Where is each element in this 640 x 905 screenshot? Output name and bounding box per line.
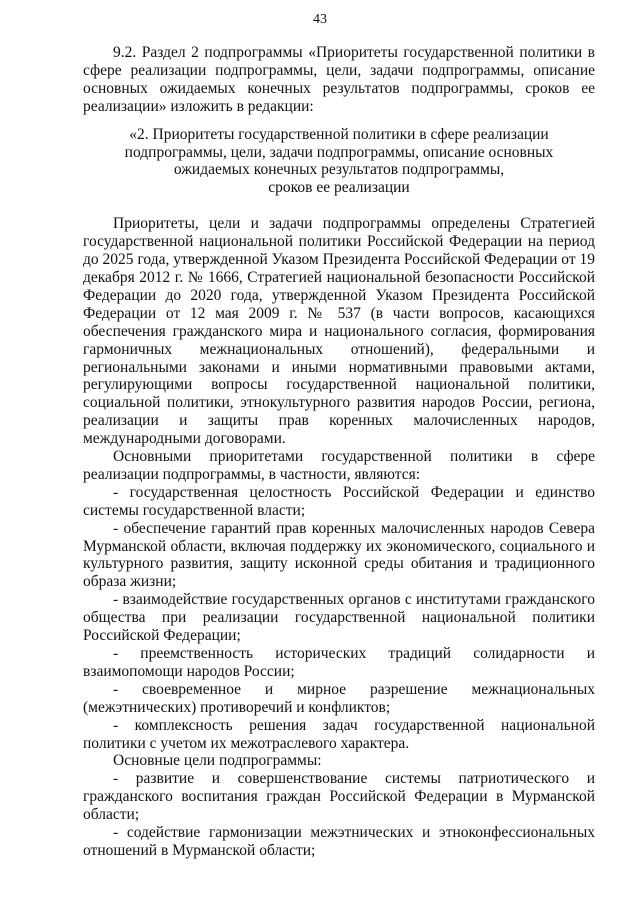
priorities-source-paragraph: Приоритеты, цели и задачи подпрограммы определены Стратегией государственной национальной политики Российской Федерации на период до 2025 года, утвержденной Указом Президента Российской Федерации от 19 декабря 2012 г. № 1666, Стратегией национальной безопасности Российской Федерации до 2020 года, утвержденной Указом Президента Российской Федерации от 12 мая 2009 г. № 537 (в части вопросов, касающихся обеспечения гражданского мира и национального согласия, формирования гармоничных межнациональных отношений), федеральными и региональными законами и иными нормативными правовыми актами, регулирующими вопросы государственной национальной политики, социальной политики, этнокультурного развития народов России, региона, реализации и защиты прав коренных малочисленных народов, международными договорами. bbox=[83, 215, 595, 448]
section-title bbox=[83, 116, 595, 216]
priorities-intro-paragraph: Основными приоритетами государственной политики в сфере реализации подпрограммы, в частности, являются: bbox=[83, 448, 595, 483]
section-title-line: «2. Приоритеты государственной политики в сфере реализации bbox=[129, 125, 549, 143]
page-number: 43 bbox=[313, 12, 327, 27]
priority-list-item: - взаимодействие государственных органов с институтами гражданского общества при реализации государственной национальной политики Российской Федерации; bbox=[83, 591, 595, 645]
priority-list-item: - преемственность исторических традиций солидарности и взаимопомощи народов России; bbox=[83, 645, 595, 680]
intro-paragraph: 9.2. Раздел 2 подпрограммы «Приоритеты государственной политики в сфере реализации подпрограммы, цели, задачи подпрограммы, описание основных ожидаемых конечных результатов подпрограммы, сроков ее реализации» изложить в редакции: bbox=[83, 44, 595, 115]
priority-list-item: - обеспечение гарантий прав коренных малочисленных народов Севера Мурманской области, включая поддержку их экономического, социального и культурного развития, защиту исконной среды обитания и традиционного образа жизни; bbox=[83, 519, 595, 591]
priority-list-item: - комплексность решения задач государственной национальной политики с учетом их межотраслевого характера. bbox=[83, 716, 595, 752]
section-title-line: ожидаемых конечных результатов подпрограммы, bbox=[173, 161, 505, 179]
goal-list-item: - развитие и совершенствование системы патриотического и гражданского воспитания граждан Российской Федерации в Мурманской области; bbox=[83, 770, 595, 824]
goal-list-item: - содействие гармонизации межэтнических и этноконфессиональных отношений в Мурманской области; bbox=[83, 824, 595, 859]
goals-intro-paragraph: Основные цели подпрограммы: bbox=[113, 752, 322, 770]
priority-list-item: - своевременное и мирное разрешение межнациональных (межэтнических) противоречий и конфликтов; bbox=[83, 680, 595, 716]
section-title-line: подпрограммы, цели, задачи подпрограммы, описание основных bbox=[124, 143, 554, 161]
priority-list-item: - государственная целостность Российской Федерации и единство системы государственной власти; bbox=[83, 483, 595, 519]
section-title-line: сроков ее реализации bbox=[268, 179, 410, 197]
document-body bbox=[83, 44, 595, 860]
